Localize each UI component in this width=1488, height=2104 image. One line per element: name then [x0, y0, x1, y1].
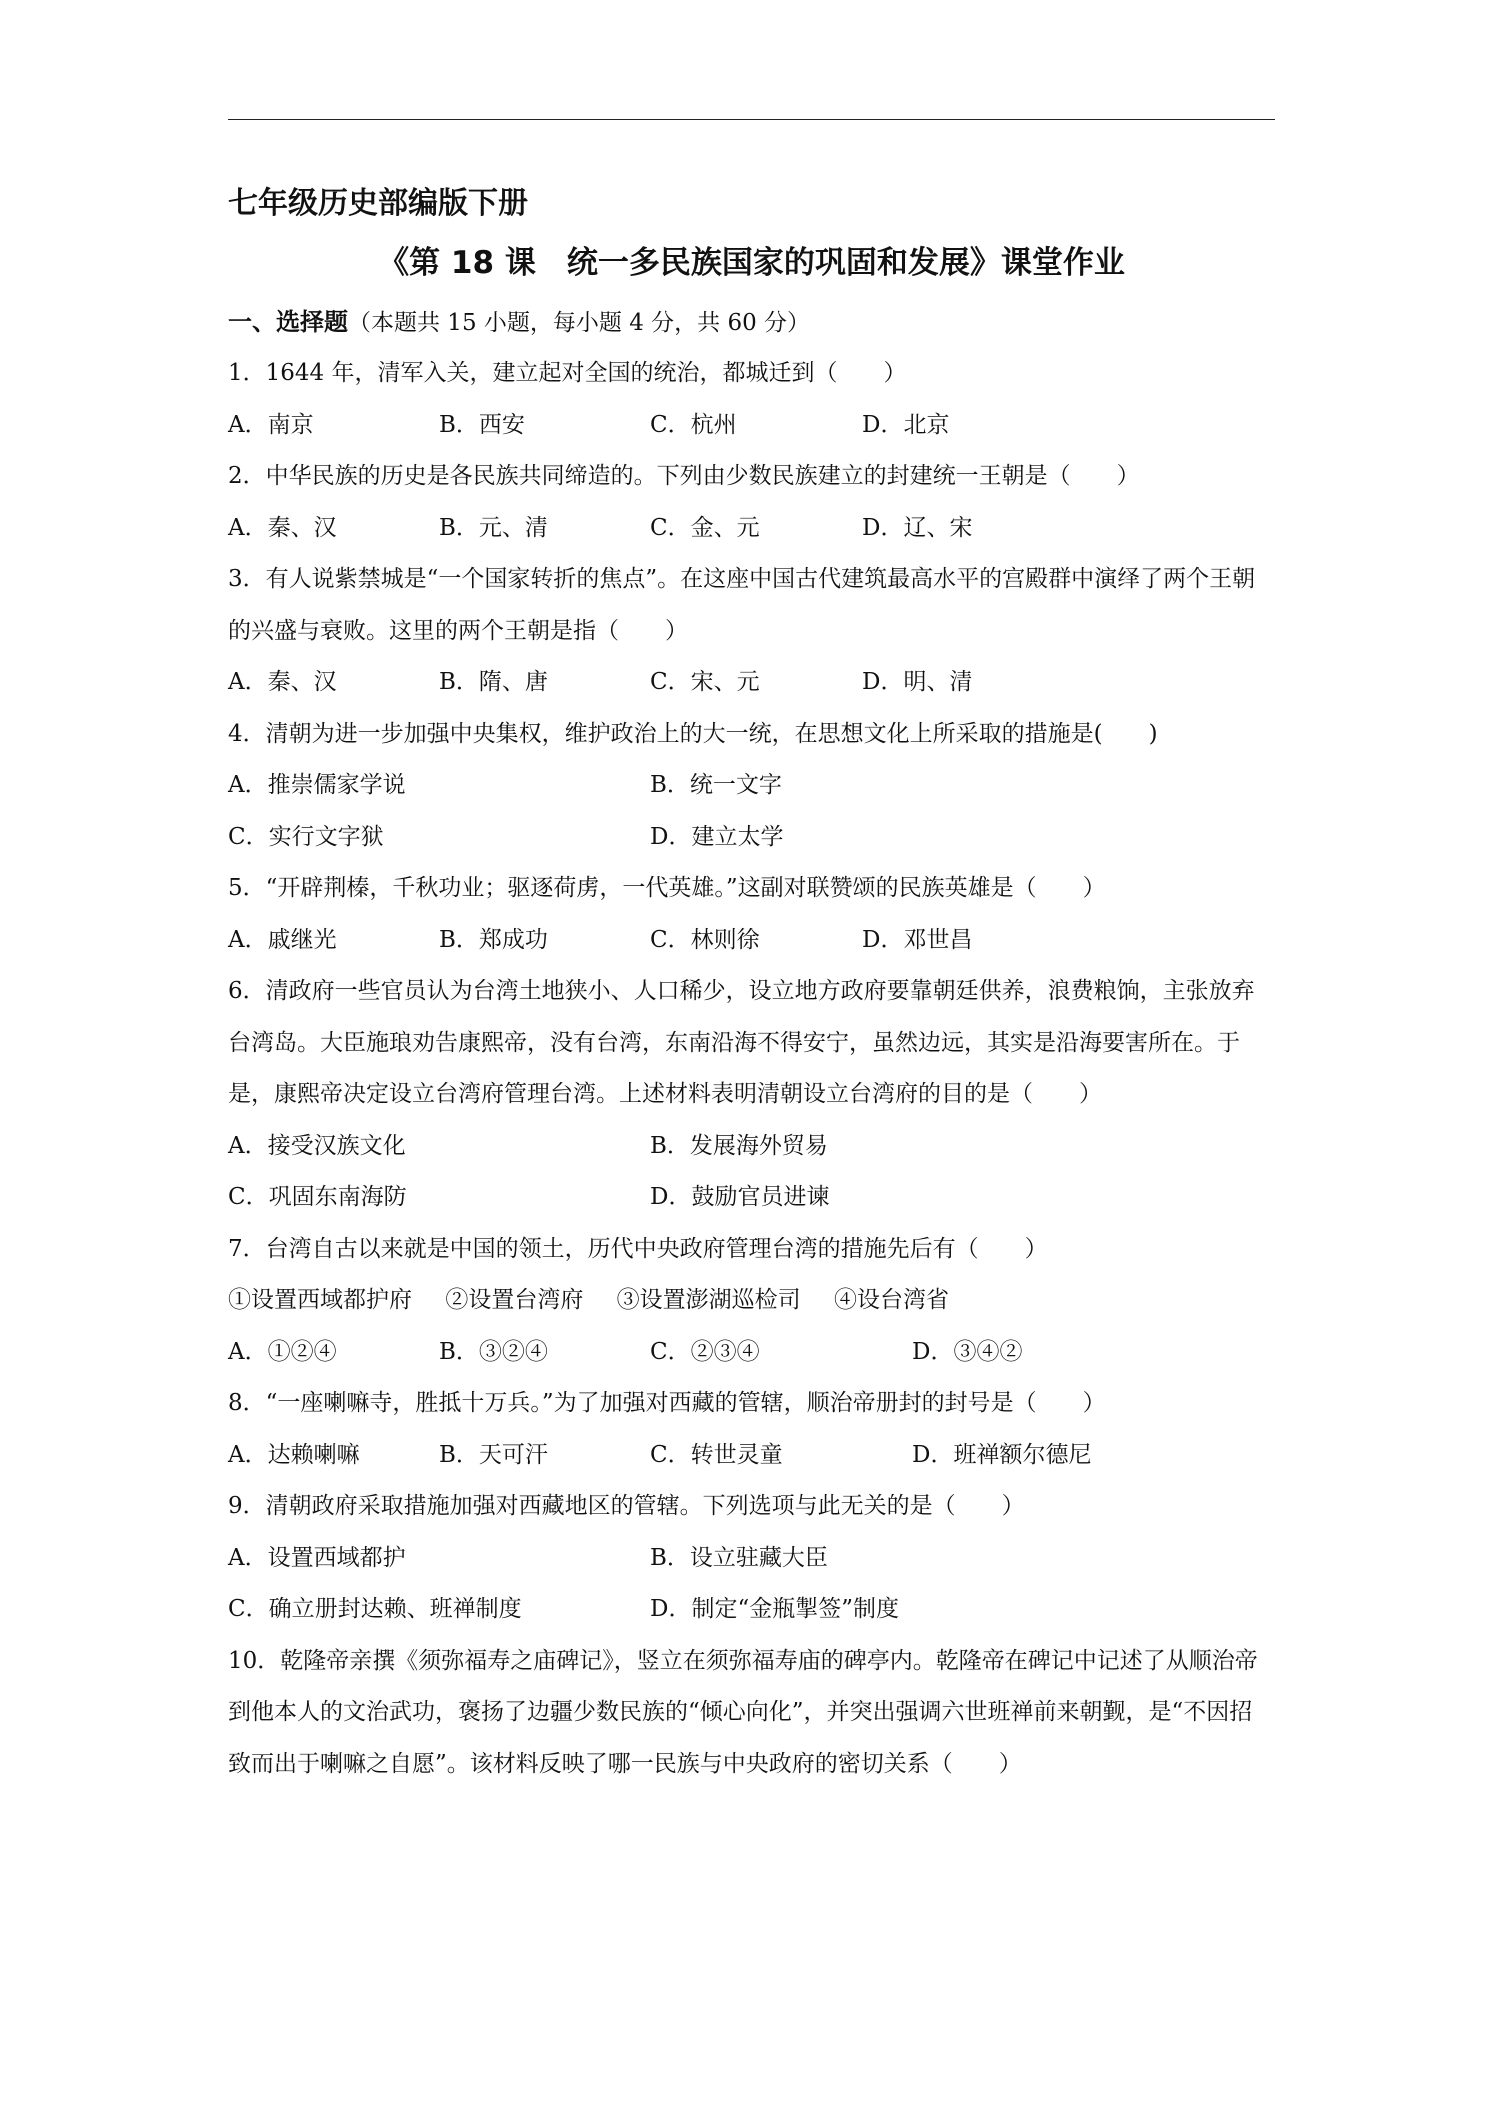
option-d: D．制定“金瓶掣签”制度	[650, 1596, 899, 1622]
option-c: C．杭州	[650, 411, 737, 438]
option-a: A．秦、汉	[228, 514, 337, 541]
question-4: 4．清朝为进一步加强中央集权，维护政治上的大一统，在思想文化上所采取的措施是( )	[228, 720, 1158, 747]
options-q9-row2	[228, 1584, 1275, 1636]
option-a: A．戚继光	[228, 926, 337, 953]
option-c: C．林则徐	[650, 926, 760, 953]
option-b: B．③②④	[439, 1338, 548, 1365]
option-b: B．发展海外贸易	[650, 1132, 828, 1159]
options-q8	[228, 1430, 1275, 1482]
options-q4-row2	[228, 812, 1275, 864]
options-q2	[228, 503, 1275, 555]
measure-item: ④设台湾省	[833, 1287, 949, 1313]
option-d: D．③④②	[912, 1338, 1023, 1365]
option-b: B．设立驻藏大臣	[650, 1544, 828, 1571]
question-9: 9．清朝政府采取措施加强对西藏地区的管辖。下列选项与此无关的是（ ）	[228, 1493, 1025, 1519]
option-a: A．达赖喇嘛	[228, 1441, 360, 1468]
worksheet	[228, 178, 1275, 1790]
option-a: A．①②④	[228, 1338, 337, 1365]
option-d: D．邓世昌	[862, 926, 973, 953]
question-6: 6．清政府一些官员认为台湾土地狭小、人口稀少，设立地方政府要靠朝廷供养，浪费粮饷，主张放弃台湾岛。大臣施琅劝告康熙帝，没有台湾，东南沿海不得安宁，虽然边远，其实是沿海要害所在。于是，康熙帝决定设立台湾府管理台湾。上述材料表明清朝设立台湾府的目的是（ ）	[228, 978, 1255, 1107]
question-2: 2．中华民族的历史是各民族共同缔造的。下列由少数民族建立的封建统一王朝是（ ）	[228, 463, 1140, 489]
option-c: C．宋、元	[650, 669, 760, 695]
option-c: C．巩固东南海防	[228, 1184, 407, 1210]
option-c: C．确立册封达赖、班禅制度	[228, 1596, 522, 1622]
section-note: （本题共 15 小题，每小题 4 分，共 60 分）	[348, 310, 811, 336]
option-b: B．西安	[439, 411, 525, 438]
measures-list	[228, 1275, 1275, 1327]
measure-item: ①设置西域都护府	[228, 1287, 412, 1313]
option-c: C．②③④	[650, 1338, 760, 1365]
option-b: B．郑成功	[439, 926, 548, 953]
question-8: 8．“一座喇嘛寺，胜抵十万兵。”为了加强对西藏的管辖，顺治帝册封的封号是（ ）	[228, 1390, 1106, 1416]
option-a: A．南京	[228, 411, 314, 438]
question-7: 7．台湾自古以来就是中国的领土，历代中央政府管理台湾的措施先后有（ ）	[228, 1235, 1048, 1262]
option-d: D．辽、宋	[862, 514, 973, 541]
option-b: B．元、清	[439, 514, 548, 541]
option-d: D．明、清	[862, 669, 973, 695]
options-q5	[228, 915, 1275, 967]
option-d: D．班禅额尔德尼	[912, 1441, 1092, 1468]
option-b: B．天可汗	[439, 1441, 548, 1468]
options-q9-row1	[228, 1533, 1275, 1585]
options-q3	[228, 657, 1275, 709]
option-a: A．秦、汉	[228, 669, 337, 695]
question-5: 5．“开辟荆榛，千秋功业；驱逐荷虏，一代英雄。”这副对联赞颂的民族英雄是（ ）	[228, 875, 1106, 901]
page-title: 《第 18 课 统一多民族国家的巩固和发展》课堂作业	[378, 245, 1125, 281]
option-b: B．隋、唐	[439, 669, 548, 695]
measure-item: ②设置台湾府	[445, 1287, 584, 1313]
option-a: A．接受汉族文化	[228, 1132, 406, 1159]
option-b: B．统一文字	[650, 772, 782, 798]
grade-line: 七年级历史部编版下册	[228, 186, 528, 221]
option-c: C．转世灵童	[650, 1441, 783, 1468]
section-label: 一、选择题	[228, 308, 348, 336]
section-heading	[228, 296, 1275, 348]
option-c: C．金、元	[650, 514, 760, 541]
option-d: D．北京	[862, 411, 950, 438]
options-q7	[228, 1327, 1275, 1379]
option-c: C．实行文字狱	[228, 823, 384, 850]
options-q1	[228, 400, 1275, 452]
question-10: 10．乾隆帝亲撰《须弥福寿之庙碑记》，竖立在须弥福寿庙的碑亭内。乾隆帝在碑记中记述了从顺治帝到他本人的文治武功，褒扬了边疆少数民族的“倾心向化”，并突出强调六世班禅前来朝觐，是“不因招致而出于喇嘛之自愿”。该材料反映了哪一民族与中央政府的密切关系（ ）	[228, 1647, 1258, 1777]
measure-item: ③设置澎湖巡检司	[616, 1287, 801, 1313]
question-1: 1．1644 年，清军入关，建立起对全国的统治，都城迁到（ ）	[228, 360, 907, 386]
option-d: D．鼓励官员进谏	[650, 1184, 830, 1210]
options-q6-row1	[228, 1121, 1275, 1173]
option-a: A．推崇儒家学说	[228, 772, 406, 798]
question-3: 3．有人说紫禁城是“一个国家转折的焦点”。在这座中国古代建筑最高水平的宫殿群中演绎了两个王朝的兴盛与衰败。这里的两个王朝是指（ ）	[228, 566, 1256, 644]
header-rule	[228, 119, 1275, 120]
options-q6-row2	[228, 1172, 1275, 1224]
option-d: D．建立太学	[650, 823, 784, 850]
option-a: A．设置西域都护	[228, 1544, 406, 1571]
options-q4-row1	[228, 760, 1275, 812]
